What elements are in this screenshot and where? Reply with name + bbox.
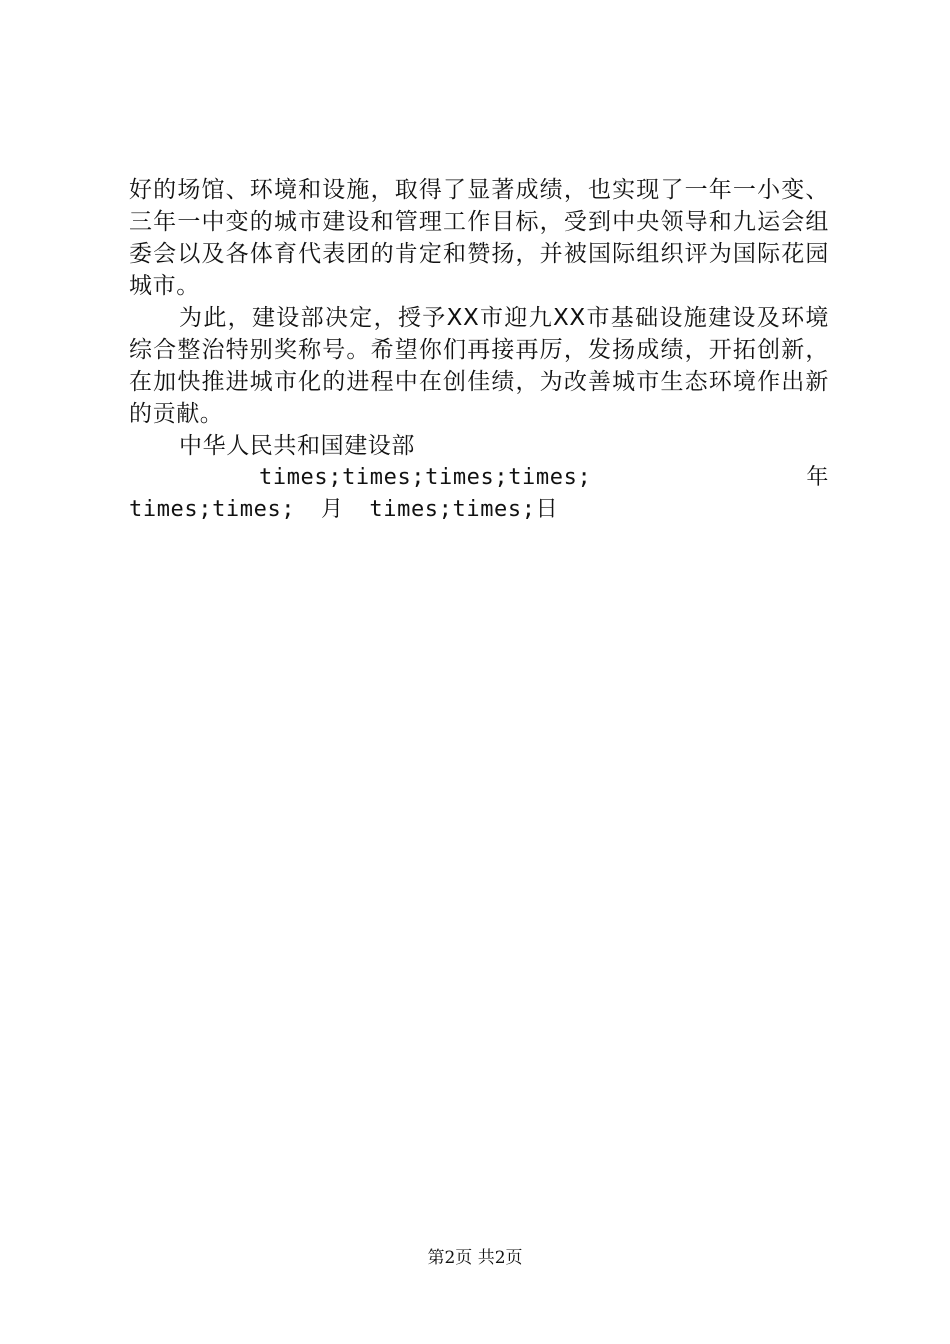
- document-body: [129, 174, 829, 526]
- page-footer: [0, 1243, 950, 1268]
- paragraph-award-decision: 为此，建设部决定，授予XX市迎九XX市基础设施建设及环境综合整治特别奖称号。希望你们再接再厉，发扬成绩，开拓创新，在加快推进城市化的进程中在创佳绩，为改善城市生态环境作出新的贡献。: [129, 305, 829, 427]
- signature-issuer: 中华人民共和国建设部: [179, 433, 415, 459]
- paragraph-continuation: 好的场馆、环境和设施，取得了显著成绩，也实现了一年一小变、三年一中变的城市建设和管理工作目标，受到中央领导和九运会组委会以及各体育代表团的肯定和赞扬，并被国际组织评为国际花园城市。: [129, 177, 829, 299]
- page-number-label: 第2页 共2页: [427, 1248, 523, 1268]
- date-line: times;times;times;times; 年 times;times; 月 times;times;日: [129, 465, 829, 522]
